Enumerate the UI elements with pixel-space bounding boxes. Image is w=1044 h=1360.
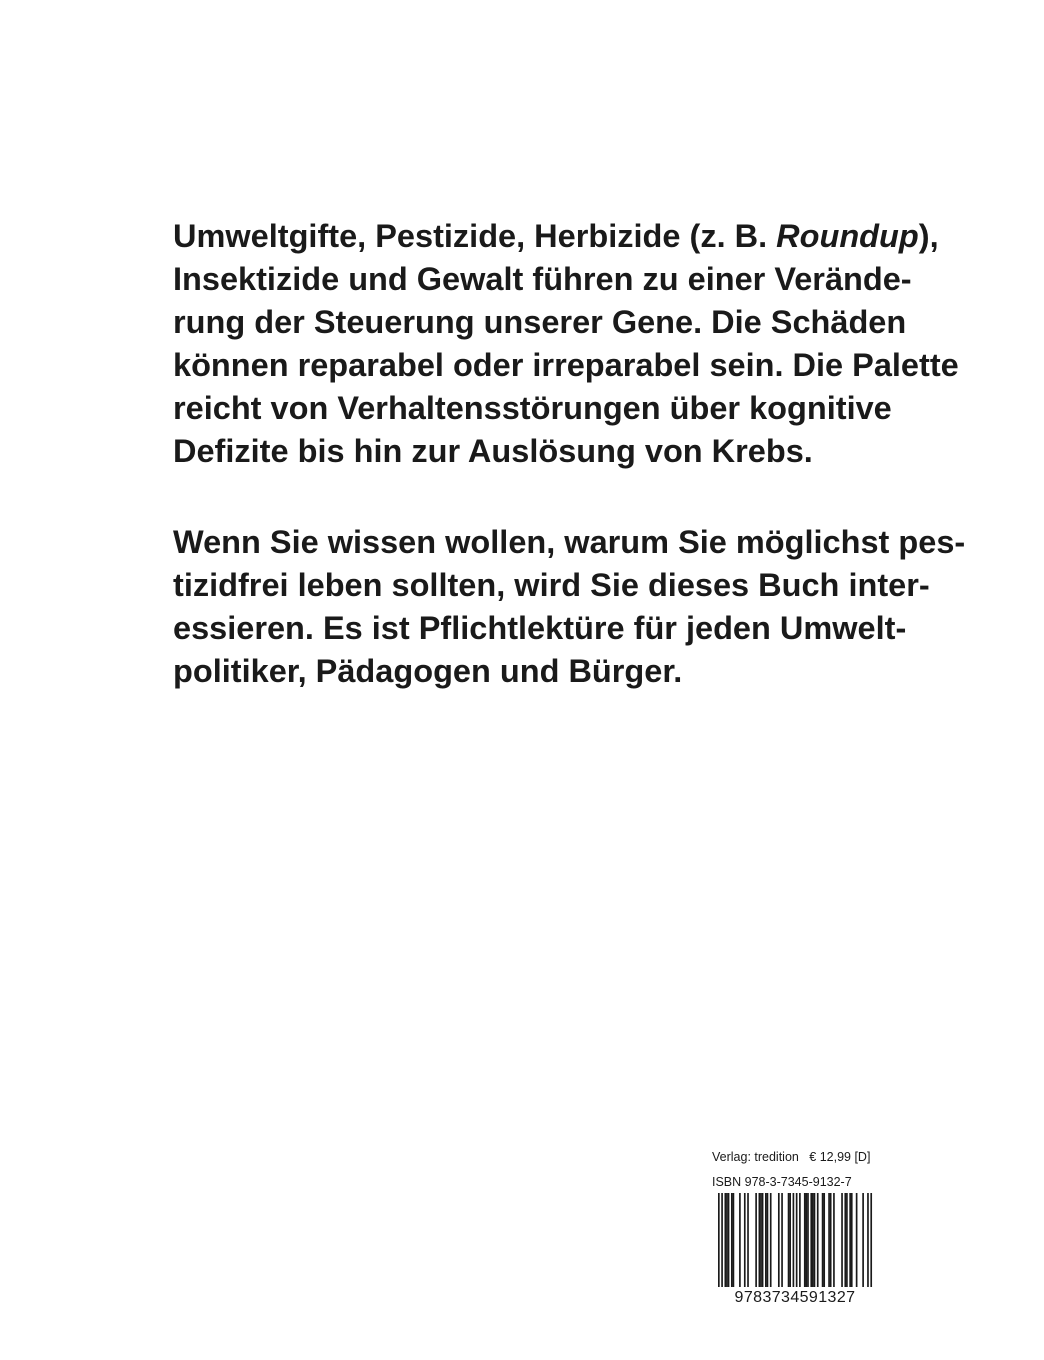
barcode-bar <box>804 1193 806 1287</box>
blurb-line: Wenn Sie wissen wollen, warum Sie möglichst pes- <box>173 524 966 560</box>
blurb-paragraph-2 <box>173 521 966 693</box>
barcode-bar <box>846 1193 848 1287</box>
barcode-bar <box>793 1193 795 1287</box>
barcode-bar <box>849 1193 851 1287</box>
barcode-bar <box>770 1193 772 1287</box>
barcode-bar <box>726 1193 728 1287</box>
barcode-bar <box>721 1193 723 1287</box>
barcode-bar <box>724 1193 726 1287</box>
barcode-bar <box>739 1193 741 1287</box>
barcode-bar <box>733 1193 735 1287</box>
barcode-bar <box>744 1193 746 1287</box>
barcode-bar <box>755 1193 757 1287</box>
barcode-bar <box>806 1193 808 1287</box>
barcode-bar <box>759 1193 761 1287</box>
barcode-bar <box>833 1193 835 1287</box>
barcode-bar <box>799 1193 801 1287</box>
imprint-block <box>712 1150 878 1307</box>
barcode-bar <box>830 1193 832 1287</box>
barcode-bar <box>760 1193 762 1287</box>
barcode-bar <box>823 1193 825 1287</box>
barcode-bar <box>828 1193 830 1287</box>
blurb-line: essieren. Es ist Pflichtlektüre für jeden Umwelt- <box>173 610 907 646</box>
barcode-bar <box>822 1193 824 1287</box>
barcode-bar <box>762 1193 764 1287</box>
barcode-bar <box>765 1193 767 1287</box>
blurb-line: Umweltgifte, Pestizide, Herbizide (z. B. Roundup), <box>173 218 939 254</box>
barcode-bar <box>789 1193 791 1287</box>
barcode-bar <box>844 1193 846 1287</box>
barcode-bar <box>812 1193 814 1287</box>
blurb-line: reicht von Verhaltensstörungen über kognitive <box>173 390 892 426</box>
product-name-roundup: Roundup <box>776 218 919 254</box>
barcode-bar <box>814 1193 816 1287</box>
barcode-bar <box>870 1193 872 1287</box>
barcode <box>712 1193 878 1287</box>
blurb-line: können reparabel oder irreparabel sein. Die Palette <box>173 347 959 383</box>
barcode-bar <box>728 1193 730 1287</box>
blurb-line: tizidfrei leben sollten, wird Sie dieses Buch inter- <box>173 567 930 603</box>
barcode-bar <box>747 1193 749 1287</box>
barcode-bar <box>867 1193 869 1287</box>
barcode-bar <box>781 1193 783 1287</box>
barcode-bar <box>718 1193 720 1287</box>
barcode-bar <box>778 1193 780 1287</box>
publisher: Verlag: tredition <box>712 1150 799 1164</box>
barcode-number: 9783734591327 <box>734 1289 856 1306</box>
barcode-bar <box>851 1193 853 1287</box>
barcode-bar <box>856 1193 858 1287</box>
blurb-line: rung der Steuerung unserer Gene. Die Schäden <box>173 304 907 340</box>
barcode-bar <box>788 1193 790 1287</box>
isbn: ISBN 978-3-7345-9132-7 <box>712 1175 852 1189</box>
barcode-bar <box>796 1193 798 1287</box>
barcode-bar <box>841 1193 843 1287</box>
barcode-bar <box>817 1193 819 1287</box>
price: € 12,99 [D] <box>809 1150 871 1164</box>
blurb-line: Defizite bis hin zur Auslösung von Krebs. <box>173 433 813 469</box>
barcode-bar <box>731 1193 733 1287</box>
blurb-line: Insektizide und Gewalt führen zu einer Verände- <box>173 261 912 297</box>
barcode-bar <box>767 1193 769 1287</box>
barcode-bar <box>810 1193 812 1287</box>
blurb-line: politiker, Pädagogen und Bürger. <box>173 653 683 689</box>
publisher-price-line <box>712 1150 878 1165</box>
blurb-paragraph-1 <box>173 215 959 473</box>
barcode-bar <box>862 1193 864 1287</box>
barcode-bar <box>807 1193 809 1287</box>
